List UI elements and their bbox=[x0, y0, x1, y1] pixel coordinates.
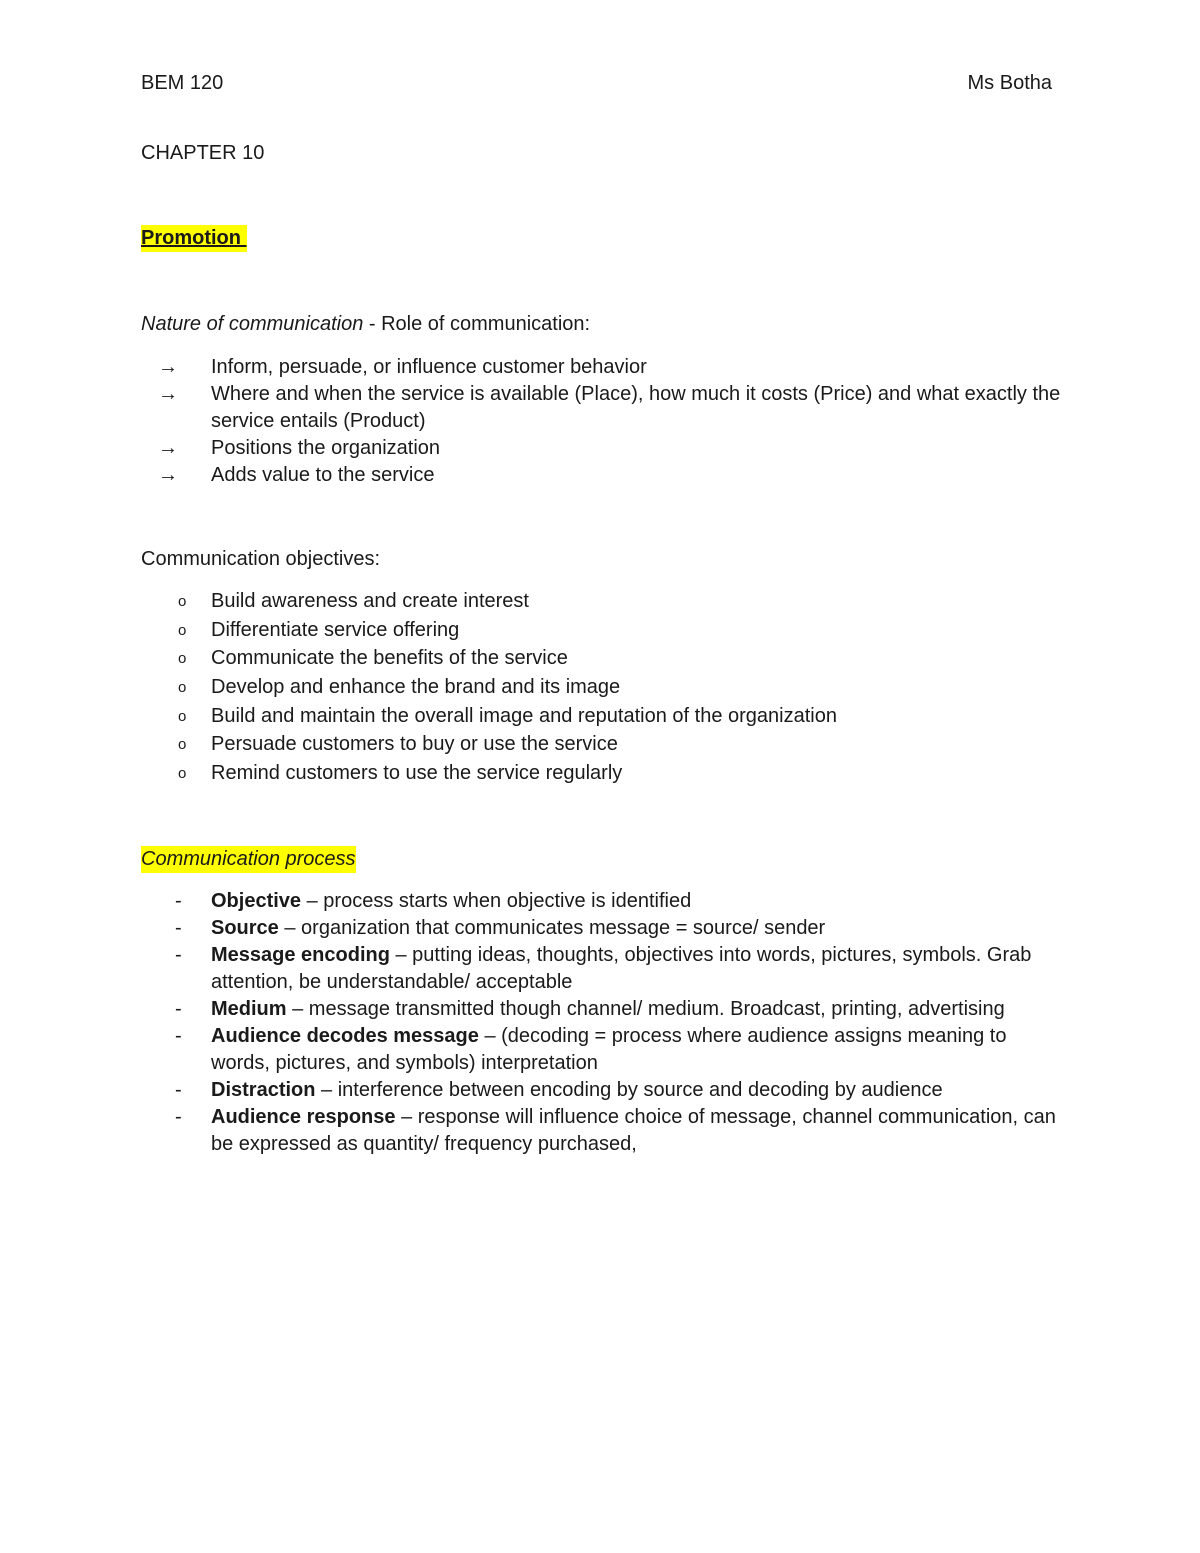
circle-bullet-icon: o bbox=[178, 707, 187, 725]
list-item bbox=[141, 588, 1061, 617]
nature-heading-rest: - Role of communication: bbox=[363, 313, 591, 335]
list-item bbox=[141, 942, 1061, 996]
list-item-text: Build and maintain the overall image and reputation of the organization bbox=[211, 704, 837, 727]
list-item bbox=[141, 617, 1061, 646]
process-heading: Communication process bbox=[141, 846, 356, 873]
list-item bbox=[141, 1023, 1061, 1077]
nature-list bbox=[141, 354, 1061, 489]
list-item bbox=[141, 354, 1061, 381]
process-term: Message encoding bbox=[211, 944, 390, 966]
list-item bbox=[141, 703, 1061, 732]
arrow-icon: → bbox=[158, 437, 178, 459]
list-item bbox=[141, 888, 1061, 915]
arrow-icon: → bbox=[158, 464, 178, 486]
list-item-text: Adds value to the service bbox=[211, 464, 435, 486]
circle-bullet-icon: o bbox=[178, 765, 187, 783]
list-item-text: Where and when the service is available (Place), how much it costs (Price) and what exactly the service entails (Product) bbox=[211, 383, 1061, 432]
list-item bbox=[141, 674, 1061, 703]
list-item-text: Develop and enhance the brand and its image bbox=[211, 676, 621, 699]
list-item bbox=[141, 996, 1061, 1023]
dash-bullet-icon: - bbox=[175, 998, 182, 1020]
circle-bullet-icon: o bbox=[178, 650, 187, 668]
list-item-text: Remind customers to use the service regularly bbox=[211, 762, 623, 785]
process-term: Source bbox=[211, 917, 279, 939]
process-term: Distraction bbox=[211, 1079, 316, 1101]
process-term: Objective bbox=[211, 890, 302, 912]
process-term: Audience response bbox=[211, 1106, 396, 1128]
course-code: BEM 120 bbox=[141, 72, 224, 94]
process-desc: – interference between encoding by source and decoding by audience bbox=[315, 1079, 943, 1101]
circle-bullet-icon: o bbox=[178, 679, 187, 697]
list-item-text: Communicate the benefits of the service bbox=[211, 647, 568, 670]
list-item bbox=[141, 1077, 1061, 1104]
lecturer-name: Ms Botha bbox=[967, 72, 1052, 94]
list-item bbox=[141, 915, 1061, 942]
list-item bbox=[141, 645, 1061, 674]
arrow-icon: → bbox=[158, 356, 178, 378]
process-desc: – (decoding = process where audience assigns meaning to words, pictures, and symbols) interpretation bbox=[211, 1025, 1007, 1074]
list-item-text: Differentiate service offering bbox=[211, 618, 460, 641]
process-desc: – message transmitted though channel/ medium. Broadcast, printing, advertising bbox=[286, 998, 1005, 1020]
process-desc: – process starts when objective is identified bbox=[301, 890, 692, 912]
circle-bullet-icon: o bbox=[178, 593, 187, 610]
dash-bullet-icon: - bbox=[175, 1106, 182, 1128]
promotion-heading: Promotion bbox=[141, 225, 247, 252]
objectives-heading: Communication objectives: bbox=[141, 548, 380, 570]
circle-bullet-icon: o bbox=[178, 736, 187, 754]
process-desc: – response will influence choice of message, channel communication, can be expressed as quantity/ frequency purchased, bbox=[211, 1106, 1056, 1155]
list-item-text: Inform, persuade, or influence customer behavior bbox=[211, 356, 647, 378]
dash-bullet-icon: - bbox=[175, 944, 182, 966]
objectives-list bbox=[141, 588, 1061, 789]
list-item-text: Persuade customers to buy or use the service bbox=[211, 733, 618, 756]
nature-heading bbox=[141, 311, 590, 338]
dash-bullet-icon: - bbox=[175, 1079, 182, 1101]
list-item bbox=[141, 462, 1061, 489]
dash-bullet-icon: - bbox=[175, 917, 182, 939]
dash-bullet-icon: - bbox=[175, 1025, 182, 1047]
process-desc: – putting ideas, thoughts, objectives into words, pictures, symbols. Grab attention, be understandable/ acceptable bbox=[211, 944, 1032, 993]
list-item bbox=[141, 731, 1061, 760]
list-item-text: Build awareness and create interest bbox=[211, 590, 529, 612]
list-item-text: Positions the organization bbox=[211, 437, 441, 459]
list-item bbox=[141, 760, 1061, 789]
list-item bbox=[141, 381, 1061, 435]
circle-bullet-icon: o bbox=[178, 621, 187, 639]
process-list bbox=[141, 888, 1061, 1158]
process-term: Medium bbox=[211, 998, 287, 1020]
list-item bbox=[141, 1104, 1061, 1158]
process-term: Audience decodes message bbox=[211, 1025, 479, 1047]
nature-heading-italic: Nature of communication bbox=[141, 313, 364, 335]
process-desc: – organization that communicates message = source/ sender bbox=[278, 917, 826, 939]
arrow-icon: → bbox=[158, 383, 178, 405]
dash-bullet-icon: - bbox=[175, 890, 182, 912]
list-item bbox=[141, 435, 1061, 462]
chapter-title: CHAPTER 10 bbox=[141, 142, 265, 164]
